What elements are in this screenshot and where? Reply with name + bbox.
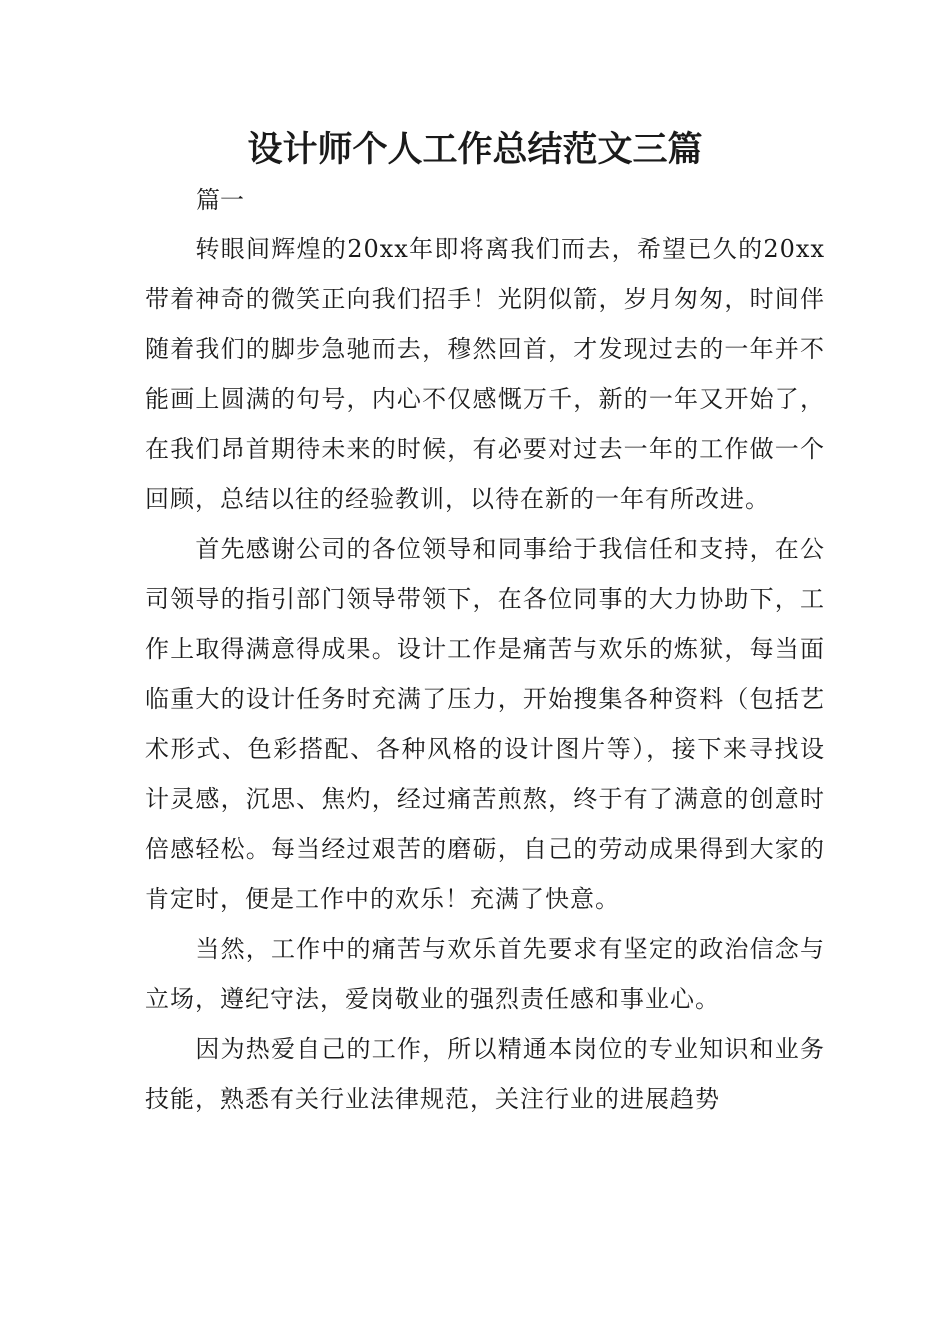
paragraph-1: 转眼间辉煌的20xx年即将离我们而去，希望已久的20xx带着神奇的微笑正向我们招手！光阴似箭，岁月匆匆，时间伴随着我们的脚步急驰而去，穆然回首，才发现过去的一年并不能画上圆满的句号，内心不仅感慨万千，新的一年又开始了，在我们昂首期待未来的时候，有必要对过去一年的工作做一个回顾，总结以往的经验教训，以待在新的一年有所改进。 (145, 235, 825, 513)
document-title: 设计师个人工作总结范文三篇 (247, 130, 703, 170)
paragraph-3: 当然，工作中的痛苦与欢乐首先要求有坚定的政治信念与立场，遵纪守法，爱岗敬业的强烈责任感和事业心。 (145, 935, 825, 1013)
document-body (145, 224, 825, 1124)
paragraph-4: 因为热爱自己的工作，所以精通本岗位的专业知识和业务技能，熟悉有关行业法律规范，关注行业的进展趋势 (145, 1035, 825, 1113)
section-label: 篇一 (196, 186, 244, 214)
paragraph-2: 首先感谢公司的各位领导和同事给于我信任和支持，在公司领导的指引部门领导带领下，在各位同事的大力协助下，工作上取得满意得成果。设计工作是痛苦与欢乐的炼狱，每当面临重大的设计任务时充满了压力，开始搜集各种资料（包括艺术形式、色彩搭配、各种风格的设计图片等），接下来寻找设计灵感，沉思、焦灼，经过痛苦煎熬，终于有了满意的创意时倍感轻松。每当经过艰苦的磨砺，自己的劳动成果得到大家的肯定时，便是工作中的欢乐！充满了快意。 (145, 535, 825, 913)
